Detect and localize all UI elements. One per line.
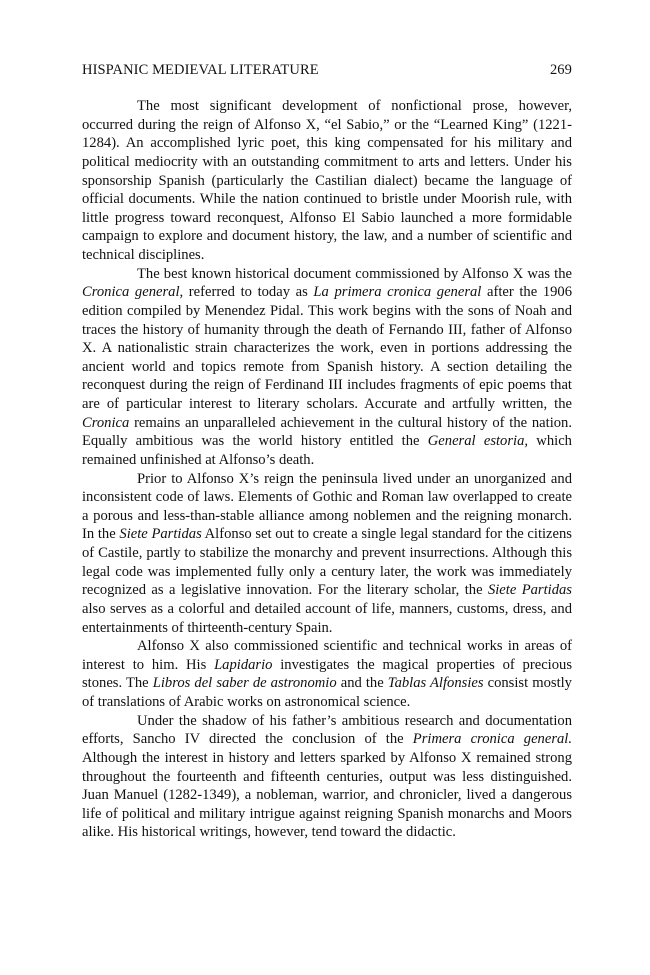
paragraph xyxy=(82,470,572,638)
running-header xyxy=(82,62,572,84)
italic-title: Siete Partidas xyxy=(119,526,202,543)
text-run: which remained unfinished at Alfonso’s death. xyxy=(82,433,572,468)
italic-title: Siete Partidas xyxy=(487,582,572,599)
text-run: The most significant development of nonfictional prose, however, occurred during the reign of Alfonso X, “el Sabio,” or the “Learned King” (1221-1284). An accomplished lyric poet, this king compensated for his military and political mediocrity with an outstanding commitment to arts and letters. Under his sponsorship Spanish (particularly the Castilian dialect) became the language of official documents. While the nation continued to bristle under Moorish rule, with little progress toward reconquest, Alfonso El Sabio launched a more formidable campaign to explore and document history, the law, and a number of scientific and technical disciplines. xyxy=(82,98,572,263)
italic-title: Cronica xyxy=(82,414,130,431)
text-run: Under the shadow of his father’s ambitious research and documentation efforts, Sancho IV directed the conclusion of the xyxy=(82,712,572,748)
page-number: 269 xyxy=(549,62,572,78)
italic-title: Primera cronica general. xyxy=(412,731,572,748)
italic-title: La primera cronica general xyxy=(313,284,482,301)
text-run: consist mostly of translations of Arabic works on astronomical science. xyxy=(82,675,572,710)
paragraph xyxy=(82,97,572,265)
text-run: after the 1906 edition compiled by Menendez Pidal. This work begins with the sons of Noah and traces the history of humanity through the death of Fernando III, father of Alfonso X. A nationalistic strain characterizes the work, even in portions addressing the ancient world and topics remote from Spanish history. A section detailing the reconquest during the reign of Ferdinand III includes fragments of epic poems that are of particular interest to literary scholars. Accurate and artfully written, the xyxy=(82,284,573,412)
paragraph xyxy=(82,637,572,712)
italic-title: Cronica general, xyxy=(82,284,184,301)
text-run: remains an unparalleled achievement in the cultural history of the nation. Equally ambitious was the world history entitled the xyxy=(82,414,572,450)
text-run: Prior to Alfonso X’s reign the peninsula lived under an unorganized and inconsistent code of laws. Elements of Gothic and Roman law overlapped to create a porous and less-than-stable alliance among noblemen and the reigning monarch. In the xyxy=(82,470,572,543)
italic-title: Tablas Alfonsies xyxy=(387,675,484,692)
text-run: Alfonso X also commissioned scientific and technical works in areas of interest to him. His xyxy=(82,638,572,673)
text-run: The best known historical document commissioned by Alfonso X was the xyxy=(137,265,572,282)
text-run: and the xyxy=(336,675,388,692)
italic-title: General estoria, xyxy=(427,433,529,450)
text-run: investigates the magical properties of precious stones. The xyxy=(82,656,572,692)
text-run: Alfonso set out to create a single legal standard for the citizens of Castile, partly to stabilize the monarchy and prevent insurrections. Although this legal code was implemented fully only a century later, the work was immediately recognized as a legislative innovation. For the literary scholar, the xyxy=(82,526,572,599)
text-run: also serves as a colorful and detailed account of life, manners, customs, dress, and entertainments of thirteenth-century Spain. xyxy=(82,600,572,636)
body-text xyxy=(82,97,572,842)
running-header-title: HISPANIC MEDIEVAL LITERATURE xyxy=(82,62,319,78)
paragraph xyxy=(82,712,572,842)
paragraph xyxy=(82,265,572,470)
italic-title: Libros del saber de astronomio xyxy=(152,675,337,692)
text-run: referred to today as xyxy=(183,284,314,301)
italic-title: Lapidario xyxy=(214,656,273,673)
text-run: Although the interest in history and letters sparked by Alfonso X remained strong throughout the fourteenth and fifteenth centuries, output was less distinguished. Juan Manuel (1282-1349), a nobleman, warrior, and chronicler, lived a dangerous life of political and military intrigue against reigning Spanish monarchs and Moors alike. His historical writings, however, tend toward the didactic. xyxy=(82,749,572,841)
